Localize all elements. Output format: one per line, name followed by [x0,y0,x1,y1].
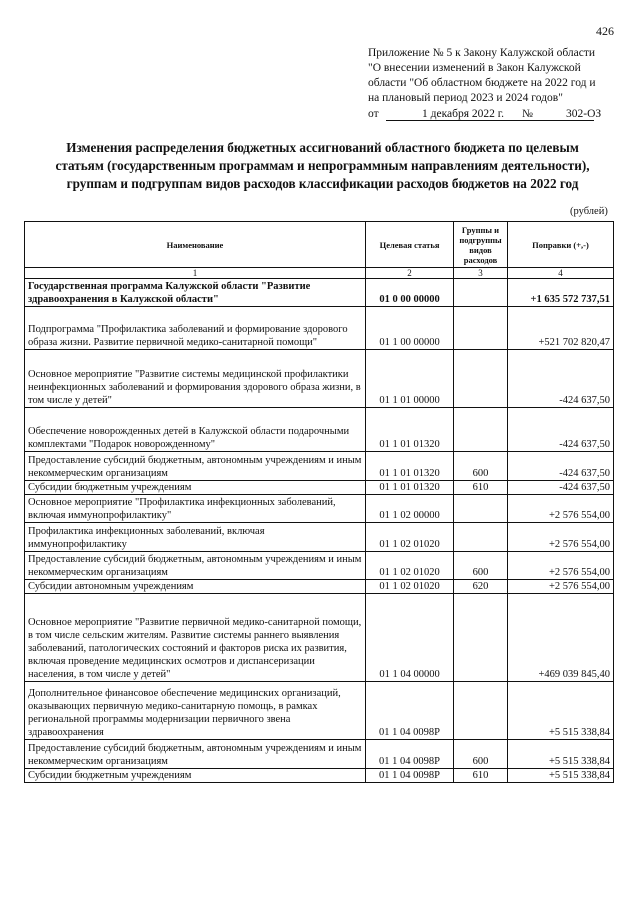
row-target: 01 1 04 0098Р [366,682,454,740]
law-number: 302-ОЗ [566,108,602,120]
row-target: 01 1 01 01320 [366,408,454,452]
row-amount: -424 637,50 [508,408,614,452]
row-amount: +5 515 338,84 [508,682,614,740]
row-amount: +5 515 338,84 [508,769,614,783]
column-number: 2 [366,268,454,279]
table-row [25,279,614,307]
title-line: группам и подгруппам видов расходов классификации расходов бюджетов на 2022 год [66,176,579,191]
table-row [25,552,614,580]
title-line: статьям (государственным программам и непрограммным направлениям деятельности), [55,158,590,173]
row-amount: +5 515 338,84 [508,740,614,769]
row-name: Предоставление субсидий бюджетным, автономным учреждениям и иным некоммерческим организациям [25,740,366,769]
row-group [454,594,508,682]
row-group [454,523,508,552]
row-group: 600 [454,452,508,481]
row-group [454,350,508,408]
row-group: 610 [454,481,508,495]
row-group [454,682,508,740]
row-target: 01 1 02 00000 [366,495,454,523]
budget-table [24,221,614,783]
table-row [25,452,614,481]
row-name: Подпрограмма "Профилактика заболеваний и формирование здорового образа жизни. Развитие первичной медико-санитарной помощи" [25,307,366,350]
table-row [25,682,614,740]
row-name: Дополнительное финансовое обеспечение медицинских организаций, оказывающих первичную медико-санитарную помощь, в рамках региональной программы модернизации первичного звена здравоохранения [25,682,366,740]
number-label: № [522,108,533,120]
row-target: 01 1 02 01020 [366,580,454,594]
row-amount: -424 637,50 [508,350,614,408]
row-amount: +2 576 554,00 [508,552,614,580]
row-name: Предоставление субсидий бюджетным, автономным учреждениям и иным некоммерческим организациям [25,452,366,481]
row-target: 01 1 04 00000 [366,594,454,682]
table-row [25,740,614,769]
header-groups: Группы и подгруппы видов расходов [454,222,508,268]
table-header-row [25,222,614,268]
column-number-row [25,268,614,279]
header-amount: Поправки (+,-) [508,222,614,268]
table-row [25,481,614,495]
number-underline [540,120,594,121]
row-name: Основное мероприятие "Развитие первичной медико-санитарной помощи, в том числе сельским жителям. Развитие системы раннего выявления заболеваний, патологических состояний и факторов риска их развития, включая проведение медицинских осмотров и диспансеризации населения, в том числе у детей" [25,594,366,682]
row-group: 610 [454,769,508,783]
appendix-line: на плановый период 2023 и 2024 годов" [368,92,563,104]
row-name: Субсидии бюджетным учреждениям [25,769,366,783]
document-title [40,139,605,193]
appendix-line: Приложение № 5 к Закону Калужской области [368,47,596,59]
table-row [25,523,614,552]
row-amount: +469 039 845,40 [508,594,614,682]
row-target: 01 1 04 0098Р [366,769,454,783]
row-target: 01 1 02 01020 [366,552,454,580]
row-group: 600 [454,740,508,769]
table-row [25,307,614,350]
row-amount: +2 576 554,00 [508,580,614,594]
row-target: 01 1 01 00000 [366,350,454,408]
row-name: Основное мероприятие "Профилактика инфекционных заболеваний, включая иммунопрофилактику" [25,495,366,523]
row-group [454,279,508,307]
row-group [454,307,508,350]
row-amount: +1 635 572 737,51 [508,279,614,307]
units-label: (рублей) [570,206,608,217]
page-number: 426 [596,24,614,38]
row-target: 01 1 02 01020 [366,523,454,552]
row-amount: -424 637,50 [508,481,614,495]
table-row [25,495,614,523]
appendix-line: области "Об областном бюджете на 2022 год и [368,77,596,89]
law-date: 1 декабря 2022 г. [422,108,505,120]
date-underline [386,120,544,121]
table-row [25,580,614,594]
row-group: 620 [454,580,508,594]
row-name: Профилактика инфекционных заболеваний, включая иммунопрофилактику [25,523,366,552]
row-target: 01 1 01 01320 [366,452,454,481]
row-amount: +521 702 820,47 [508,307,614,350]
row-name: Основное мероприятие "Развитие системы медицинской профилактики неинфекционных заболеваний и формирования здорового образа жизни, в том числе у детей" [25,350,366,408]
row-name: Государственная программа Калужской области "Развитие здравоохранения в Калужской области" [25,279,366,307]
row-name: Обеспечение новорожденных детей в Калужской области подарочными комплектами "Подарок новорожденному" [25,408,366,452]
row-group: 600 [454,552,508,580]
header-name: Наименование [25,222,366,268]
row-group [454,408,508,452]
header-target: Целевая статья [366,222,454,268]
row-amount: -424 637,50 [508,452,614,481]
row-amount: +2 576 554,00 [508,523,614,552]
appendix-line: "О внесении изменений в Закон Калужской [368,62,581,74]
row-target: 01 1 04 0098Р [366,740,454,769]
table-row [25,769,614,783]
row-target: 01 0 00 00000 [366,279,454,307]
from-label: от [368,108,379,120]
table-row [25,408,614,452]
table-row [25,350,614,408]
title-line: Изменения распределения бюджетных ассигнований областного бюджета по целевым [66,140,579,155]
row-target: 01 1 00 00000 [366,307,454,350]
row-target: 01 1 01 01320 [366,481,454,495]
row-name: Предоставление субсидий бюджетным, автономным учреждениям и иным некоммерческим организациям [25,552,366,580]
column-number: 1 [25,268,366,279]
table-row [25,594,614,682]
row-amount: +2 576 554,00 [508,495,614,523]
row-name: Субсидии бюджетным учреждениям [25,481,366,495]
column-number: 3 [454,268,508,279]
row-group [454,495,508,523]
column-number: 4 [508,268,614,279]
law-date-number-line [368,108,630,124]
row-name: Субсидии автономным учреждениям [25,580,366,594]
appendix-reference [368,46,630,106]
